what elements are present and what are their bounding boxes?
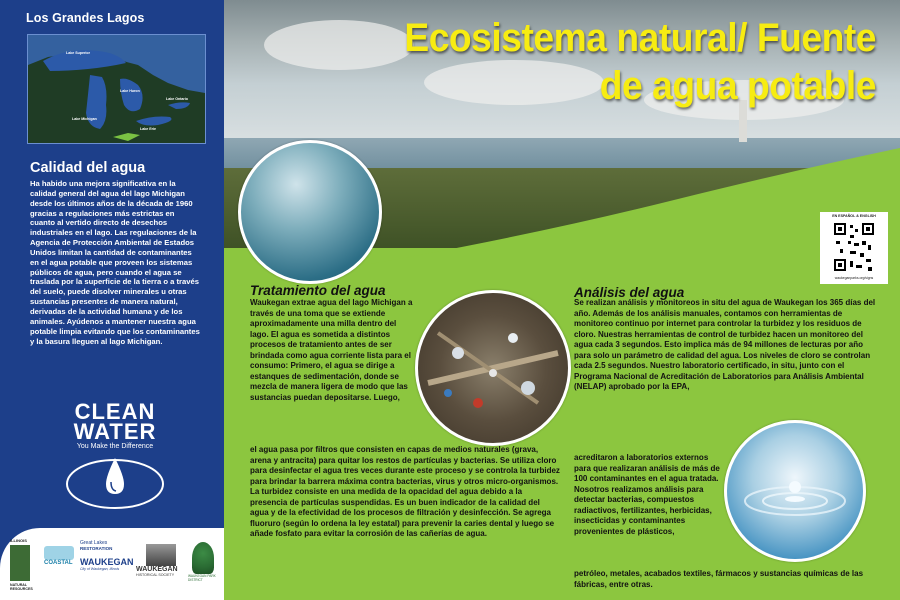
tratamiento-text-narrow: Waukegan extrae agua del lago Michigan a través de una toma que se extiende aproximadamente una milla dentro del lago. El agua es sometida a distintos procesos de tratamiento antes de ser brindada como agua corriente lista para el consumo: Primero, el agua se dirige a estanques de sedimentación, donde se mezcla de manera ligera de modo que las sustancias puedan depositarse. Luego, bbox=[250, 298, 413, 402]
coastal-wave-icon bbox=[44, 546, 74, 560]
park-district-logo bbox=[188, 542, 220, 582]
illinois-top-text: ILLINOIS bbox=[10, 538, 27, 543]
analisis-text-wide: Se realizan análisis y monitoreos in situ del agua de Waukegan los 365 días del año. Además de los análisis manuales, contamos con herramientas de monitoreo continuo por internet para controlar la turbidez y los residuos de cloro. Nuestras herramientas de control de turbidez hacen un monitoreo del agua cada 3 segundos. Esto implica más de 94 millones de lecturas por año para solo un parámetro de calidad del agua. Los niveles de cloro se controlan cada 2.5 segundos. Nuestro laboratorio certificado, in situ, junto con el Programa Nacional de Acreditación de Laboratorios para Análisis Ambiental (NELAP) aprobado por la EPA, bbox=[574, 298, 876, 392]
illinois-bottom-text: NATURAL RESOURCES bbox=[10, 583, 33, 591]
water-ripple-graphic bbox=[727, 423, 863, 559]
calidad-text: Ha habido una mejora significativa en la calidad general del agua del lago Michigan desde los últimos años de la década de 1960 gracias a regulaciones más estrictas en cuanto al vertido directo de desechos industriales en el lago. Las regulaciones de la Agencia de Protección Ambiental de Estados Unidos limitan la cantidad de contaminantes en el agua potable que proveen los sistemas públicos de agua, pero cuando el agua se traslada por la superficie de la tierra o a través del suelo, puede disolver minerales u otras sustancias presentes de manera natural, derivadas de la actividad humana y de los animales. Ayúdenos a mantener nuestra agua potable limpia evitando que los contaminantes y la basura lleguen al lago Michigan. bbox=[30, 179, 200, 346]
whs-line1: WAUKEGAN bbox=[136, 566, 178, 573]
analisis-title: Análisis del agua bbox=[574, 285, 685, 300]
historic-building-icon bbox=[146, 544, 176, 566]
map-label-ontario: Lake Ontario bbox=[166, 97, 188, 101]
left-sidebar bbox=[0, 0, 224, 600]
glr-line1: Great Lakes bbox=[80, 540, 108, 546]
analisis-text-last: petróleo, metales, acabados textiles, fármacos y sustancias químicas de las fábricas, entre otras. bbox=[574, 569, 864, 589]
park-district-text: WAUKEGAN PARK DISTRICT bbox=[188, 574, 216, 582]
coastal-logo bbox=[44, 546, 76, 566]
illinois-dnr-logo bbox=[10, 538, 40, 596]
clean-water-logo bbox=[60, 399, 170, 514]
tratamiento-text-wide: el agua pasa por filtros que consisten en capas de medios naturales (grava, arena y antracita) para quitar los restos de partículas y bacterias. Se utiliza cloro para desinfectar el agua tres veces durante este proceso y se controla la turbidez para brindar la barrera máxima contra bacterias, virus y otros micro-organismos. La turbidez consiste en una medida de la opacidad del agua debido a la presencia de partículas suspendidas. Es un buen indicador de la calidad del agua y de la efectividad de los procesos de filtración y desinfección. Se agrega fluoruro (según lo ordena la ley estatal) para prevenir la caries dental y luego se añade fosfato para evitar la corrosión de las cañerías de agua. bbox=[250, 445, 560, 539]
qr-top-text: EN ESPAÑOL & ENGLISH bbox=[832, 214, 876, 218]
lake-debris-photo bbox=[415, 290, 571, 446]
glr-line2: RESTORATION bbox=[80, 546, 113, 551]
debris-texture bbox=[418, 293, 568, 443]
great-lakes-restoration-logo bbox=[80, 540, 132, 571]
waukegan-city-text: WAUKEGAN bbox=[80, 557, 134, 567]
map-label-erie: Lake Erie bbox=[140, 127, 156, 131]
great-lakes-map-graphic bbox=[28, 35, 205, 143]
qr-code-box bbox=[820, 212, 888, 284]
main-panel bbox=[224, 0, 900, 600]
great-lakes-map bbox=[27, 34, 206, 144]
whs-line2: HISTORICAL SOCIETY bbox=[136, 573, 175, 577]
analisis-text-narrow: acreditaron a laboratorios externos para que realizaran análisis de más de 100 contaminantes en el agua tratada. Nosotros realizamos análisis para detectar bacterias, compuestos radiactivos, fertilizantes, herbicidas, insecticidas y contaminantes provenientes de plásticos, bbox=[574, 453, 720, 536]
water-drop-photo bbox=[724, 420, 866, 562]
qr-code-icon bbox=[832, 221, 876, 273]
map-label-superior: Lake Superior bbox=[66, 51, 90, 55]
map-label-michigan: Lake Michigan bbox=[72, 117, 97, 121]
illinois-shape-icon bbox=[10, 545, 30, 581]
clean-water-line2: WATER bbox=[73, 419, 157, 444]
coastal-text: COASTAL bbox=[44, 560, 73, 566]
map-title: Los Grandes Lagos bbox=[26, 11, 145, 25]
clean-water-line1: CLEAN bbox=[74, 399, 156, 424]
clean-water-tagline: You Make the Difference bbox=[76, 443, 154, 450]
water-spray-photo bbox=[238, 140, 382, 284]
waukegan-historical-society-logo bbox=[136, 544, 186, 577]
water-drop-icon bbox=[62, 450, 168, 514]
tratamiento-title: Tratamiento del agua bbox=[250, 283, 386, 298]
map-label-huron: Lake Huron bbox=[120, 89, 140, 93]
calidad-title: Calidad del agua bbox=[30, 160, 146, 176]
waukegan-city-sub: City of Waukegan, Illinois bbox=[80, 567, 120, 571]
sponsor-logos bbox=[0, 528, 224, 600]
headline-line1: Ecosistema natural/ Fuente bbox=[404, 16, 876, 60]
tree-icon bbox=[192, 542, 214, 574]
headline bbox=[270, 14, 876, 110]
qr-bottom-text: waukeganparks.org/signs bbox=[834, 276, 874, 280]
headline-line2: de agua potable bbox=[599, 64, 876, 108]
